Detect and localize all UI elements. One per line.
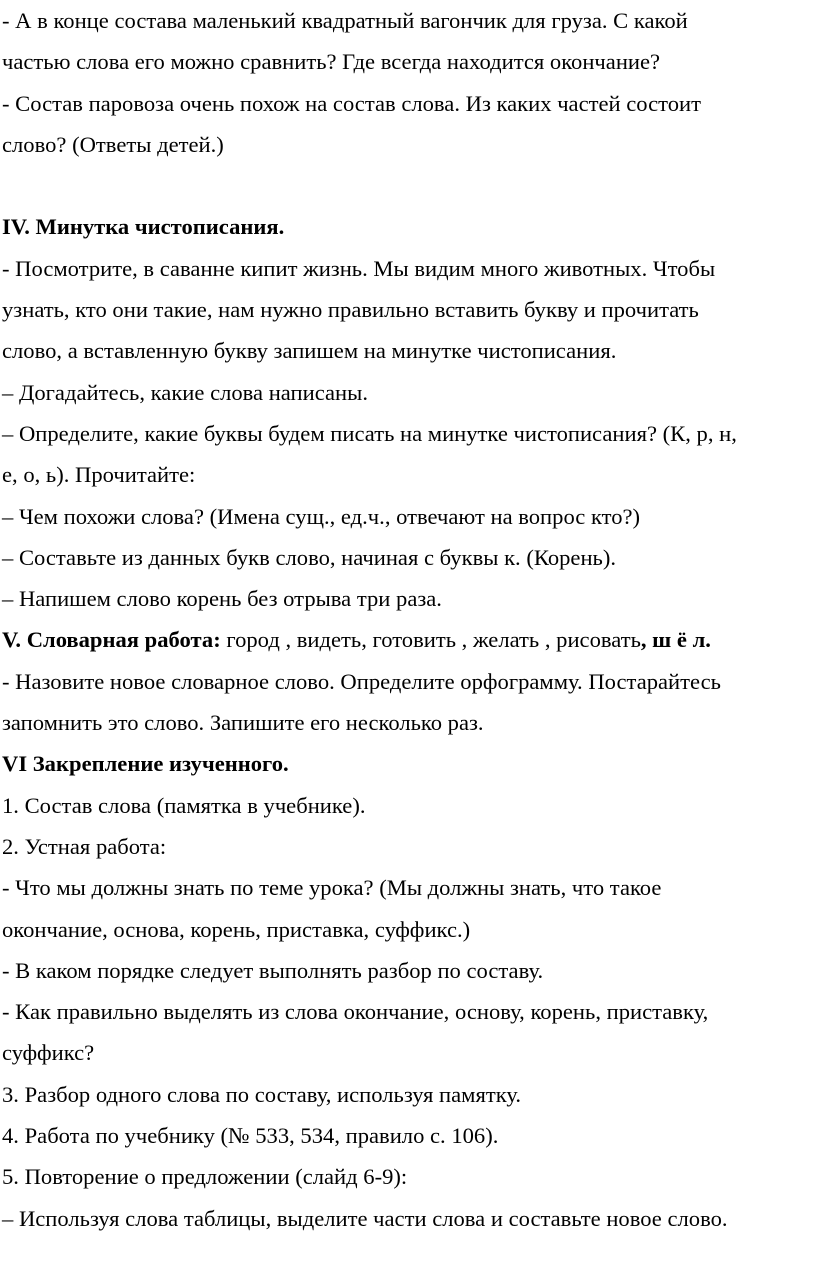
section-6-line-4: окончание, основа, корень, приставка, суффикс.) bbox=[2, 916, 471, 942]
section-4-line-9: – Напишем слово корень без отрыва три раза. bbox=[2, 586, 442, 612]
section-6-heading: VI Закрепление изученного. bbox=[2, 751, 289, 777]
section-6-line-1: 1. Состав слова (памятка в учебнике). bbox=[2, 792, 366, 818]
intro-line-3: - Состав паровоза очень похож на состав слова. Из каких частей состоит bbox=[2, 90, 702, 116]
section-6-line-9: 4. Работа по учебнику (№ 533, 534, правило с. 106). bbox=[2, 1123, 499, 1149]
section-6-line-6: - Как правильно выделять из слова окончание, основу, корень, приставку, bbox=[2, 999, 709, 1025]
section-6-line-10: 5. Повторение о предложении (слайд 6-9): bbox=[2, 1164, 408, 1190]
intro-line-4: слово? (Ответы детей.) bbox=[2, 131, 224, 157]
section-4-line-6: е, о, ь). Прочитайте: bbox=[2, 462, 196, 488]
section-4-line-2: узнать, кто они такие, нам нужно правильно вставить букву и прочитать bbox=[2, 297, 699, 323]
section-4-heading: IV. Минутка чистописания. bbox=[2, 214, 285, 240]
section-6-line-8: 3. Разбор одного слова по составу, используя памятку. bbox=[2, 1081, 522, 1107]
section-6-line-11: – Используя слова таблицы, выделите части слова и составьте новое слово. bbox=[2, 1205, 728, 1231]
blank-line bbox=[2, 165, 814, 206]
section-4-line-1: - Посмотрите, в саванне кипит жизнь. Мы видим много животных. Чтобы bbox=[2, 255, 716, 281]
vocabulary-letters: , ш ё л. bbox=[640, 627, 711, 653]
section-4-line-8: – Составьте из данных букв слово, начиная с буквы к. (Корень). bbox=[2, 544, 617, 570]
intro-line-2: частью слова его можно сравнить? Где всегда находится окончание? bbox=[2, 49, 661, 75]
section-6-line-3: - Что мы должны знать по теме урока? (Мы должны знать, что такое bbox=[2, 875, 662, 901]
section-6-line-5: - В каком порядке следует выполнять разбор по составу. bbox=[2, 957, 544, 983]
section-6-line-7: суффикс? bbox=[2, 1040, 95, 1066]
section-5-line-2: запомнить это слово. Запишите его несколько раз. bbox=[2, 710, 484, 736]
section-5-line-1: - Назовите новое словарное слово. Определите орфограмму. Постарайтесь bbox=[2, 668, 721, 694]
section-4-line-7: – Чем похожи слова? (Имена сущ., ед.ч., отвечают на вопрос кто?) bbox=[2, 503, 641, 529]
section-6-line-2: 2. Устная работа: bbox=[2, 833, 167, 859]
section-5-heading: V. Словарная работа: bbox=[2, 627, 221, 653]
intro-line-1: - А в конце состава маленький квадратный вагончик для груза. С какой bbox=[2, 8, 688, 33]
document-page bbox=[2, 0, 814, 1239]
section-5-heading-line bbox=[2, 619, 814, 660]
section-4-line-5: – Определите, какие буквы будем писать на минутке чистописания? (К, р, н, bbox=[2, 420, 737, 446]
section-4-line-4: – Догадайтесь, какие слова написаны. bbox=[2, 379, 368, 405]
vocabulary-words: город , видеть, готовить , желать , рисовать bbox=[220, 627, 641, 653]
section-4-line-3: слово, а вставленную букву запишем на минутке чистописания. bbox=[2, 338, 617, 364]
